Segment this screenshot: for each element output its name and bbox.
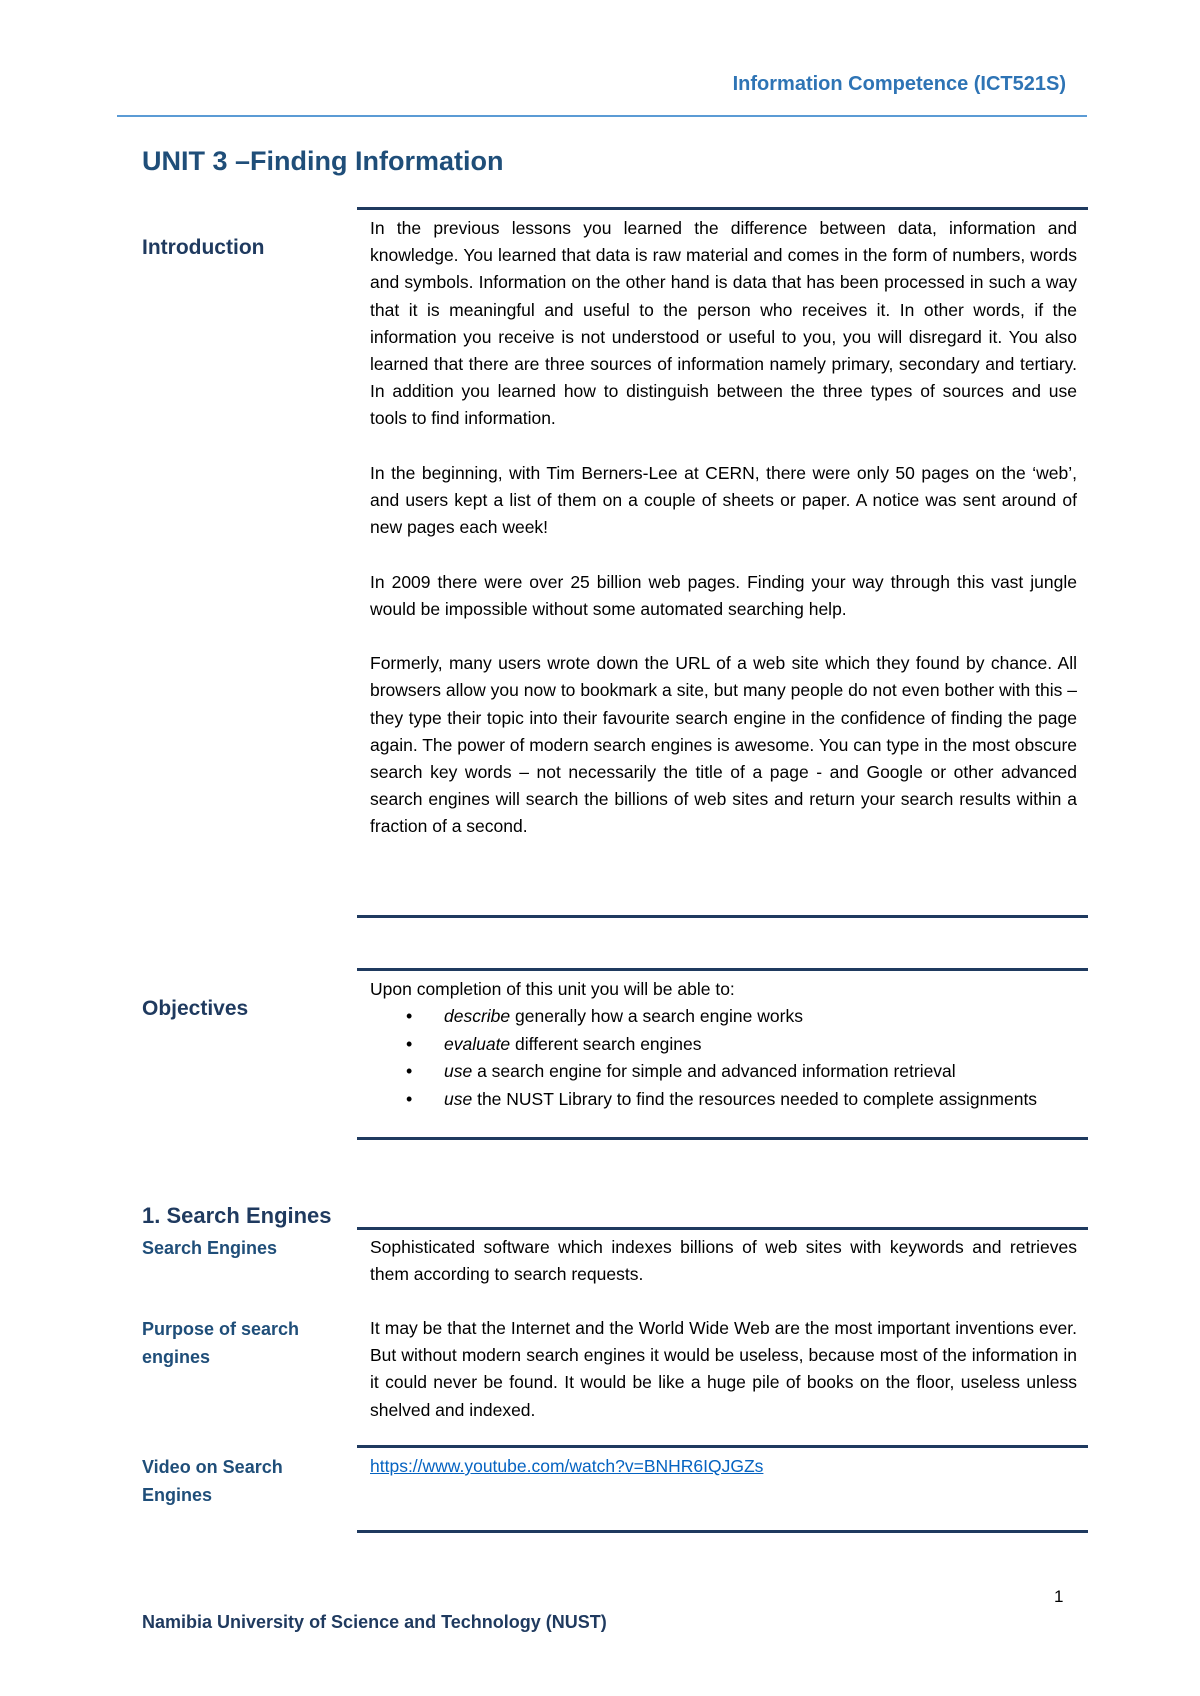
bullet-icon: • [406, 1061, 413, 1082]
purpose-label: Purpose of search engines [142, 1319, 300, 1367]
bullet-icon: • [406, 1006, 413, 1027]
objective-item [370, 1031, 1077, 1059]
definition-label: Search Engines [142, 1238, 278, 1258]
objective-text: the NUST Library to find the resources needed to complete assignments [472, 1088, 1038, 1109]
objective-item [370, 1086, 1077, 1114]
video-link[interactable]: https://www.youtube.com/watch?v=BNHR6IQJGZs [370, 1456, 764, 1476]
section-heading: 1. Search Engines [142, 1203, 332, 1228]
section-bottom-rule [357, 1530, 1088, 1533]
purpose-text: It may be that the Internet and the World Wide Web are the most important inventions ever. But without modern search engines it would be useless, because most of the information in it could never be found. It would be like a huge pile of books on the floor, useless unless shelved and indexed. [370, 1318, 1077, 1420]
introduction-paragraph: Formerly, many users wrote down the URL of a web site which they found by chance. All browsers allow you now to bookmark a site, but many people do not even bother with this – they type their topic into their favourite search engine in the confidence of finding the page again. The power of modern search engines is awesome. You can type in the most obscure search key words – not necessarily the title of a page - and Google or other advanced search engines will search the billions of web sites and return your search results within a fraction of a second. [370, 653, 1077, 837]
bullet-icon: • [406, 1088, 413, 1109]
introduction-bottom-rule [357, 915, 1088, 918]
video-link-wrap [370, 1453, 1077, 1480]
objective-item [370, 1058, 1077, 1086]
header-divider [117, 115, 1087, 117]
definition-text: Sophisticated software which indexes billions of web sites with keywords and retrieves them according to search requests. [370, 1237, 1077, 1285]
objective-verb: use [444, 1061, 473, 1082]
objective-verb: evaluate [444, 1033, 511, 1054]
objectives-intro: Upon completion of this unit you will be able to: [370, 979, 735, 999]
objective-text: a search engine for simple and advanced information retrieval [472, 1061, 956, 1082]
introduction-paragraph: In the beginning, with Tim Berners-Lee at CERN, there were only 50 pages on the ‘web’, and users kept a list of them on a couple of sheets or paper. A notice was sent around of new pages each week! [370, 462, 1077, 538]
objective-verb: describe [444, 1006, 511, 1027]
unit-title: UNIT 3 –Finding Information [142, 146, 504, 176]
objectives-content [370, 976, 1077, 1113]
objectives-label: Objectives [142, 997, 249, 1020]
introduction-paragraph: In 2009 there were over 25 billion web pages. Finding your way through this vast jungle would be impossible without some automated searching help. [370, 571, 1077, 619]
footer-institution: Namibia University of Science and Technology (NUST) [142, 1612, 607, 1632]
objective-text: different search engines [510, 1033, 702, 1054]
video-label: Video on Search Engines [142, 1457, 283, 1505]
objectives-top-rule [357, 968, 1088, 971]
video-top-rule [357, 1445, 1088, 1448]
introduction-paragraph: In the previous lessons you learned the difference between data, information and knowledge. You learned that data is raw material and comes in the form of numbers, words and symbols. Information on the other hand is data that has been processed in such a way that it is meaningful and useful to the person who receives it. In other words, if the information you receive is not understood or useful to you, you will disregard it. You also learned that there are three sources of information namely primary, secondary and tertiary. In addition you learned how to distinguish between the three types of sources and use tools to find information. [370, 218, 1077, 429]
objective-text: generally how a search engine works [510, 1006, 803, 1027]
introduction-top-rule [357, 207, 1088, 210]
page-number: 1 [1054, 1587, 1064, 1606]
objectives-list [370, 1003, 1077, 1113]
objective-item [370, 1003, 1077, 1031]
objective-verb: use [444, 1088, 473, 1109]
introduction-label: Introduction [142, 236, 265, 259]
introduction-text [370, 215, 1077, 841]
definition-top-rule [357, 1227, 1088, 1230]
header-course-title: Information Competence (ICT521S) [732, 73, 1066, 95]
bullet-icon: • [406, 1033, 413, 1054]
objectives-bottom-rule [357, 1137, 1088, 1140]
